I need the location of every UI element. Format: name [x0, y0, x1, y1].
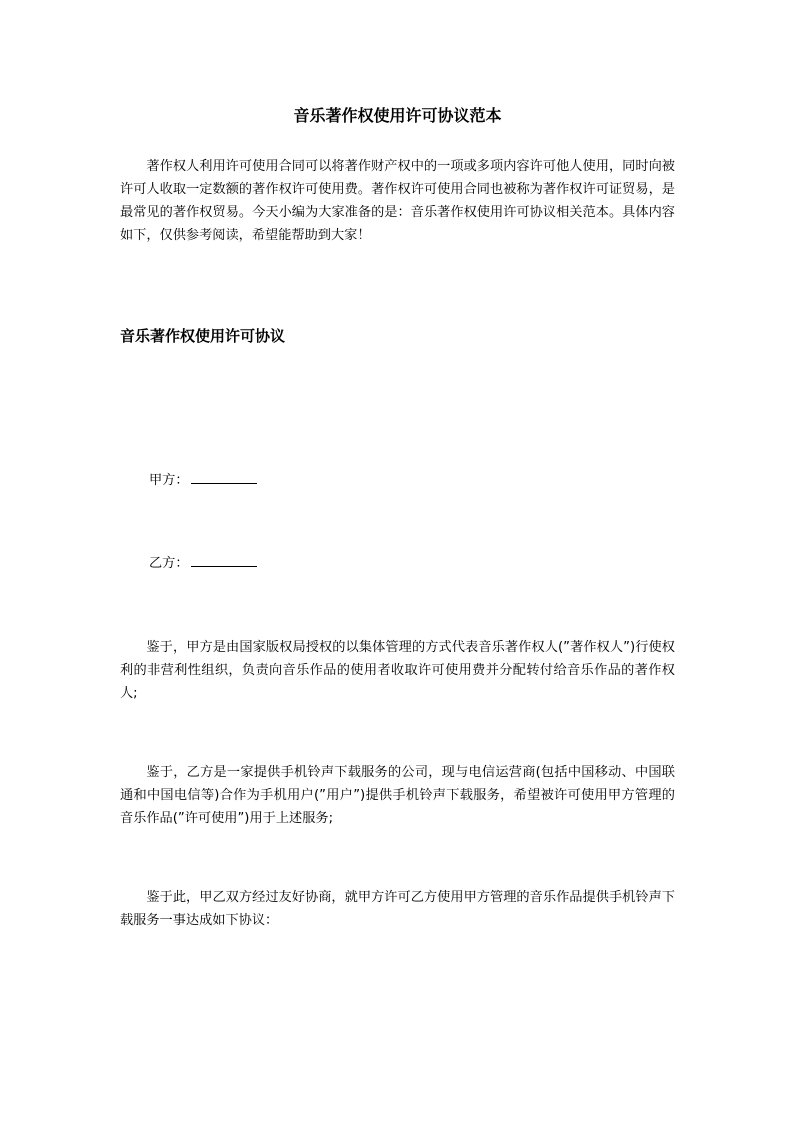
whereas-paragraph-3: 鉴于此，甲乙双方经过友好协商，就甲方许可乙方使用甲方管理的音乐作品提供手机铃声下载服务一事达成如下协议： — [120, 890, 675, 928]
party-a-blank — [191, 470, 257, 484]
section-title: 音乐著作权使用许可协议 — [120, 327, 286, 345]
party-b-blank — [191, 553, 257, 567]
party-a-label: 甲方： — [149, 473, 189, 488]
party-b-label: 乙方： — [149, 556, 189, 571]
document-title: 音乐著作权使用许可协议范本 — [293, 106, 502, 125]
party-a-line — [149, 470, 257, 491]
whereas-paragraph-1: 鉴于，甲方是由国家版权局授权的以集体管理的方式代表音乐著作权人(”著作权人”)行使权利的非营利性组织，负责向音乐作品的使用者收取许可使用费并分配转付给音乐作品的著作权人; — [120, 640, 675, 701]
whereas-paragraph-2: 鉴于，乙方是一家提供手机铃声下载服务的公司，现与电信运营商(包括中国移动、中国联通和中国电信等)合作为手机用户(”用户”)提供手机铃声下载服务，希望被许可使用甲方管理的音乐作品(”许可使用”)用于上述服务; — [120, 765, 675, 826]
intro-paragraph: 著作权人利用许可使用合同可以将著作财产权中的一项或多项内容许可他人使用，同时向被许可人收取一定数额的著作权许可使用费。著作权许可使用合同也被称为著作权许可证贸易，是最常见的著作权贸易。今天小编为大家准备的是：音乐著作权使用许可协议相关范本。具体内容如下，仅供参考阅读，希望能帮助到大家！ — [120, 159, 675, 243]
party-b-line — [149, 553, 257, 574]
